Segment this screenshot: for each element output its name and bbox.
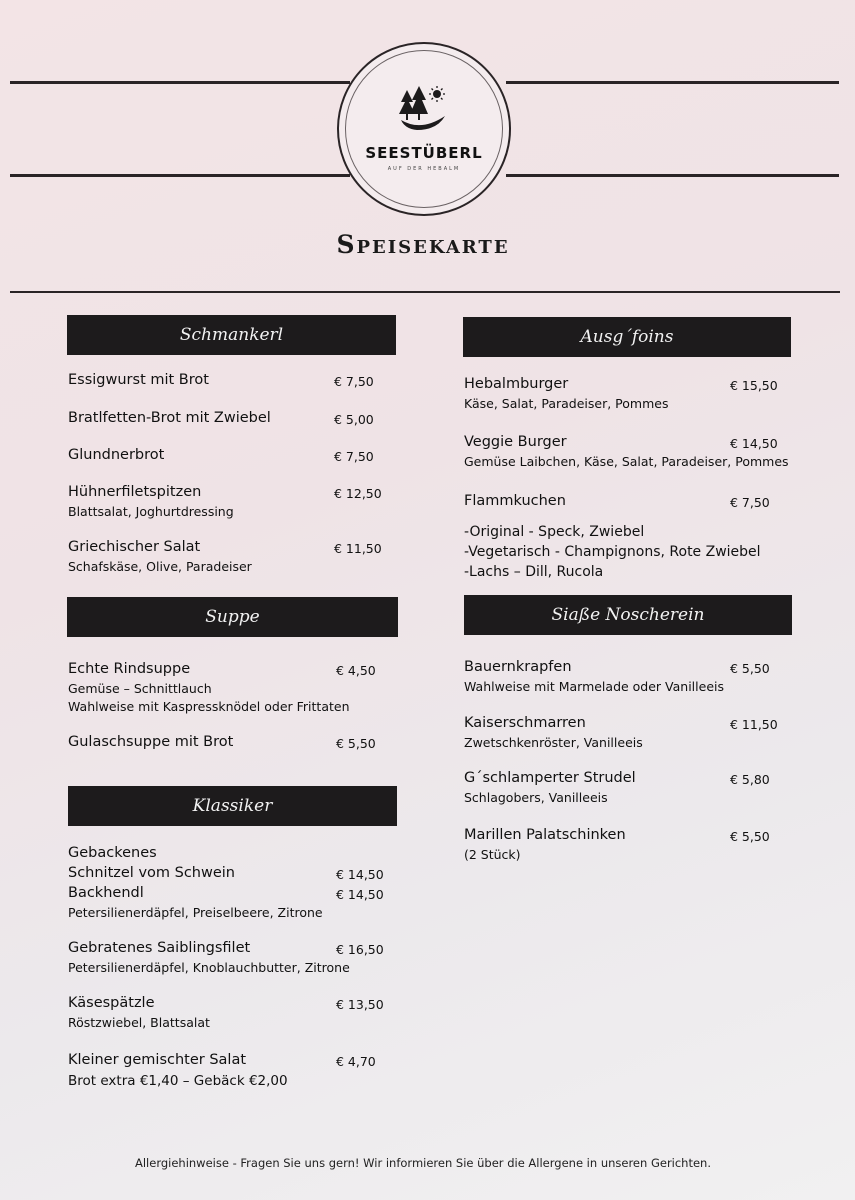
option-line: -Lachs – Dill, Rucola: [464, 564, 604, 580]
item-description: Röstzwiebel, Blattsalat: [68, 1015, 210, 1030]
item-description: Petersilienerdäpfel, Knoblauchbutter, Zitrone: [68, 960, 350, 975]
item-name: G´schlamperter Strudel: [464, 770, 636, 786]
option-line: -Vegetarisch - Champignons, Rote Zwiebel: [464, 544, 761, 560]
item-price: € 5,00: [334, 412, 374, 427]
item-name: Gebratenes Saiblingsfilet: [68, 940, 251, 956]
item-price: € 5,50: [730, 661, 770, 676]
item-price: € 11,50: [334, 541, 382, 556]
item-name: Marillen Palatschinken: [464, 827, 626, 843]
item-price: € 5,50: [336, 736, 376, 751]
item-name: Essigwurst mit Brot: [68, 372, 209, 388]
item-description: Wahlweise mit Marmelade oder Vanilleeis: [464, 679, 724, 694]
logo-subtitle: AUF DER HEBALM: [387, 166, 461, 172]
item-name: Glundnerbrot: [68, 447, 165, 463]
item-price: € 14,50: [336, 867, 384, 882]
tree-sun-icon: [397, 84, 451, 136]
item-name: Hebalmburger: [464, 376, 569, 392]
item-name: Kaiserschmarren: [464, 715, 586, 731]
flammkuchen-options: [464, 522, 761, 582]
item-price: € 7,50: [730, 495, 770, 510]
item-description: Zwetschkenröster, Vanilleeis: [464, 735, 643, 750]
item-name: Schnitzel vom Schwein: [68, 865, 235, 881]
option-line: -Original - Speck, Zwiebel: [464, 524, 645, 540]
item-description: Käse, Salat, Paradeiser, Pommes: [464, 396, 669, 411]
section-header-suppe: Suppe: [67, 597, 398, 637]
item-price: € 7,50: [334, 449, 374, 464]
item-description: (2 Stück): [464, 847, 521, 862]
title-rule: [10, 291, 840, 293]
header-rule-mid-left: [10, 174, 350, 177]
header-rule-mid-right: [506, 174, 839, 177]
item-name: Kleiner gemischter Salat: [68, 1052, 247, 1068]
item-name: Flammkuchen: [464, 493, 566, 509]
item-name: Backhendl: [68, 885, 144, 901]
section-header-klassiker: Klassiker: [68, 786, 397, 826]
item-description: Blattsalat, Joghurtdressing: [68, 504, 234, 519]
item-name: Bratlfetten-Brot mit Zwiebel: [68, 410, 271, 426]
item-description: Brot extra €1,40 – Gebäck €2,00: [68, 1073, 288, 1089]
item-description: Gemüse – Schnittlauch: [68, 681, 212, 696]
item-description-extra: Wahlweise mit Kaspressknödel oder Frittaten: [68, 699, 350, 714]
item-price: € 13,50: [336, 997, 384, 1012]
item-price: € 5,80: [730, 772, 770, 787]
item-description: Petersilienerdäpfel, Preiselbeere, Zitrone: [68, 905, 323, 920]
restaurant-logo: [337, 42, 511, 216]
logo-wordmark: SEESTÜBERL: [365, 144, 483, 162]
item-price: € 15,50: [730, 378, 778, 393]
section-header-siasse-noscherein: Siaße Noscherein: [464, 595, 792, 635]
section-header-schmankerl: Schmankerl: [67, 315, 396, 355]
item-price: € 5,50: [730, 829, 770, 844]
header-rule-top-left: [10, 81, 350, 84]
item-description: Gemüse Laibchen, Käse, Salat, Paradeiser, Pommes: [464, 454, 789, 469]
item-price: € 12,50: [334, 486, 382, 501]
item-price: € 7,50: [334, 374, 374, 389]
item-name: Bauernkrapfen: [464, 659, 572, 675]
header-rule-top-right: [506, 81, 839, 84]
item-price: € 16,50: [336, 942, 384, 957]
section-header-ausgfoins: Ausg´foins: [463, 317, 791, 357]
item-group-label: Gebackenes: [68, 845, 157, 861]
item-price: € 4,70: [336, 1054, 376, 1069]
item-description: Schlagobers, Vanilleeis: [464, 790, 608, 805]
item-price: € 14,50: [730, 436, 778, 451]
item-price: € 4,50: [336, 663, 376, 678]
item-price: € 14,50: [336, 887, 384, 902]
item-name: Griechischer Salat: [68, 539, 201, 555]
item-name: Echte Rindsuppe: [68, 661, 191, 677]
item-name: Gulaschsuppe mit Brot: [68, 734, 234, 750]
page-title: Speisekarte: [336, 230, 510, 259]
item-name: Veggie Burger: [464, 434, 567, 450]
allergy-notice: Allergiehinweise - Fragen Sie uns gern! Wir informieren Sie über die Allergene in unseren Gerichten.: [134, 1156, 712, 1170]
item-name: Käsespätzle: [68, 995, 155, 1011]
item-description: Schafskäse, Olive, Paradeiser: [68, 559, 252, 574]
item-name: Hühnerfiletspitzen: [68, 484, 202, 500]
item-price: € 11,50: [730, 717, 778, 732]
